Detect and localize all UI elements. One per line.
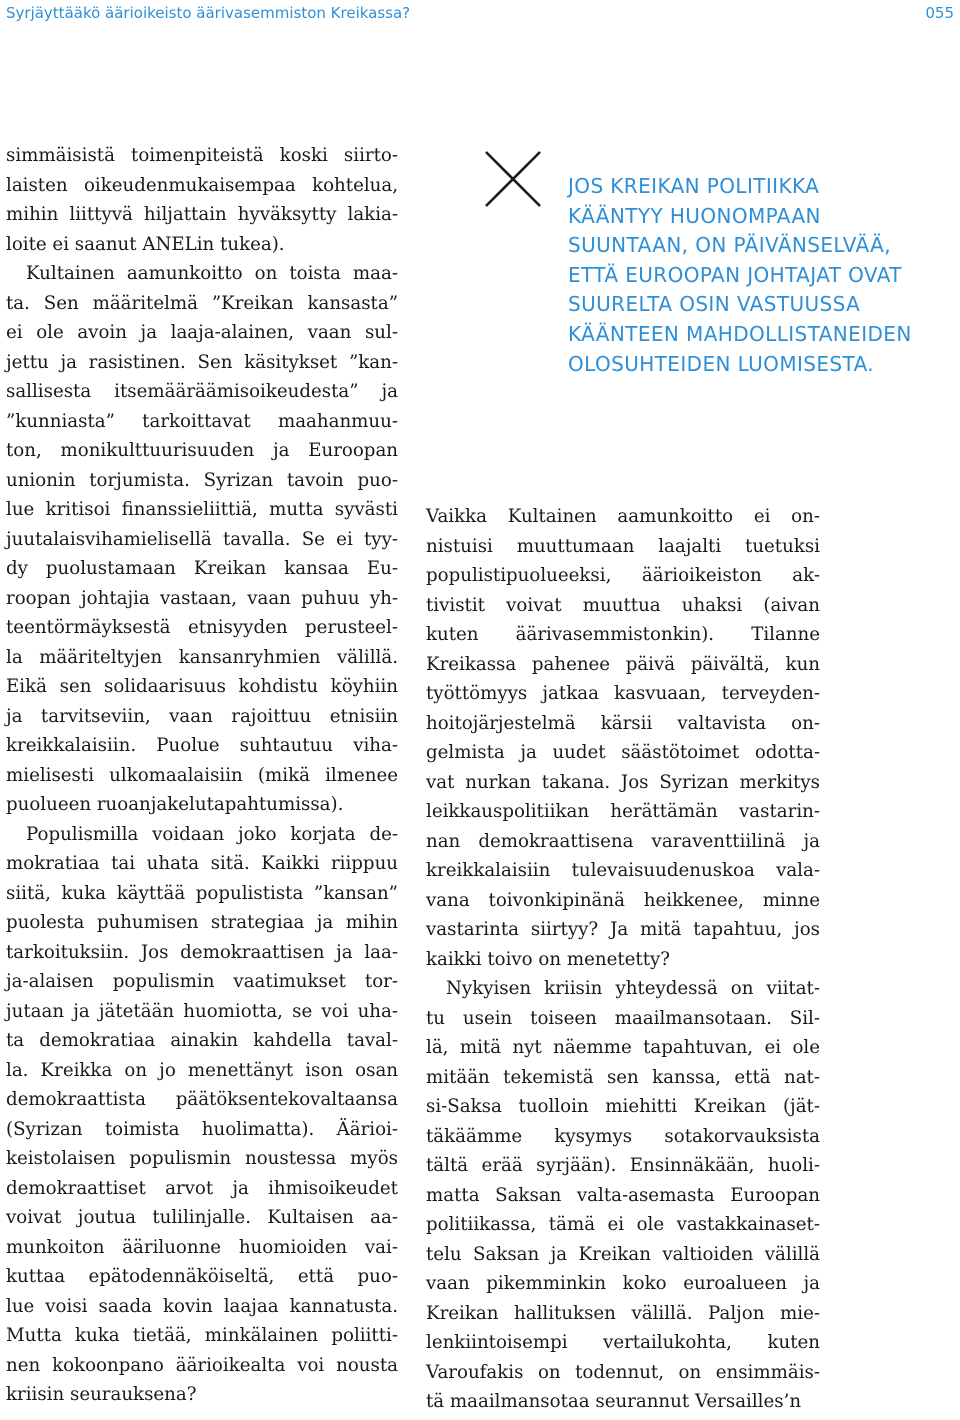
left-column [6, 141, 398, 1410]
body-paragraph [6, 141, 398, 259]
text-line: laisten oikeudenmukaisempaa kohtelua, [6, 174, 398, 196]
text-line: lä, mitä nyt näemme tapahtuvan, ei ole [426, 1037, 820, 1058]
text-line: simmäisistä toimenpiteistä koski siirto- [6, 145, 398, 166]
text-line: voivat joutua tulilinjalle. Kultaisen aa- [6, 1207, 398, 1228]
text-line: vaan pikemminkin koko euroalueen ja [426, 1273, 820, 1294]
text-line: ei ole avoin ja laaja-alainen, vaan sul- [6, 322, 398, 343]
running-title: Syrjäyttääkö äärioikeisto äärivasemmiston Kreikassa? [6, 4, 411, 22]
text-line: ja tarvitseviin, vaan rajoittuu etnisiin [6, 705, 398, 727]
text-line: vastarinta siirtyy? Ja mitä tapahtuu, jos [426, 919, 820, 940]
text-line: demokraattista päätöksentekovaltaansa [6, 1089, 398, 1110]
text-line: Vaikka Kultainen aamunkoitto ei on- [426, 506, 820, 527]
text-line: ta. Sen määritelmä ”Kreikan kansasta” [6, 292, 398, 314]
text-line: hoitojärjestelmä kärsii valtavista on- [426, 712, 820, 734]
text-line: kuttaa epätodennäköiseltä, että puo- [6, 1266, 398, 1287]
text-line: ta demokratiaa ainakin kahdella taval- [6, 1030, 398, 1051]
pull-quote-line: SUUNTAAN, ON PÄIVÄNSELVÄÄ, [568, 233, 892, 258]
pull-quote [568, 172, 948, 379]
text-line: Nykyisen kriisin yhteydessä on viitat- [446, 978, 820, 999]
text-line: tivistit voivat muuttua uhaksi (aivan [426, 594, 820, 616]
text-line: lue voisi saada kovin laajaa kannatusta. [6, 1295, 398, 1317]
text-line: mokratiaa tai uhata sitä. Kaikki riippuu [6, 853, 398, 874]
text-line: keistolaisen populismin noustessa myös [6, 1148, 398, 1169]
pull-quote-line: ETTÄ EUROOPAN JOHTAJAT OVAT [568, 262, 902, 287]
text-line: tältä erää syrjään). Ensinnäkään, huoli- [426, 1155, 820, 1176]
pull-quote-line: OLOSUHTEIDEN LUOMISESTA. [568, 351, 875, 376]
text-line: demokraattiset arvot ja ihmisoikeudet [6, 1177, 398, 1199]
running-head [6, 4, 954, 26]
text-line: puolesta puhumisen strategiaa ja mihin [6, 912, 398, 933]
text-line: (Syrizan toimista huolimatta). Äärioi- [6, 1118, 398, 1140]
text-line: politiikassa, tämä ei ole vastakkainaset- [426, 1214, 820, 1235]
text-line: Eikä sen solidaarisuus kohdistu köyhiin [6, 676, 398, 697]
text-line: juutalaisvihamielisellä tavalla. Se ei tyy- [6, 528, 398, 550]
text-line: jutaan ja jätetään huomiotta, se voi uha- [6, 1000, 398, 1022]
text-line: la. Kreikka on jo menettänyt ison osan [6, 1059, 398, 1081]
pull-quote-line: KÄÄNTYY HUONOMPAAN [568, 203, 821, 228]
text-line: munkoiton ääriluonne huomioiden vai- [6, 1236, 398, 1258]
text-line: Mutta kuka tietää, minkälainen poliitti- [6, 1325, 398, 1346]
text-line: si-Saksa tuolloin miehitti Kreikan (jät- [426, 1096, 820, 1117]
text-line: unionin torjumista. Syrizan tavoin puo- [6, 469, 398, 491]
text-line: ”kunniasta” tarkoittavat maahanmuu- [6, 410, 398, 432]
text-line: la määriteltyjen kansanryhmien välillä. [6, 646, 398, 668]
text-line: siitä, kuka käyttää populistista ”kansan” [6, 882, 398, 904]
text-line: mitään tekemistä sen kanssa, että nat- [426, 1066, 820, 1088]
text-line: täkäämme kysymys sotakorvauksista [426, 1125, 820, 1147]
page-number: 055 [925, 4, 954, 22]
text-line: kriisin seurauksena? [6, 1384, 197, 1405]
text-line: gelmista ja uudet säästötoimet odotta- [426, 742, 820, 763]
text-line: nan demokraattisena varaventtiilinä ja [426, 830, 820, 852]
text-line: lue kritisoi finanssieliittiä, mutta syvästi [6, 499, 398, 520]
text-line: kuten äärivasemmistonkin). Tilanne [426, 624, 820, 645]
text-line: dy puolustamaan Kreikan kansaa Eu- [6, 558, 398, 579]
text-line: mihin liittyvä hiljattain hyväksytty lakia- [6, 204, 398, 225]
text-line: jettu ja rasistinen. Sen käsitykset ”kan- [6, 351, 398, 373]
text-line: loite ei saanut ANELin tukea). [6, 233, 285, 255]
text-line: kaikki toivo on menetetty? [426, 948, 671, 970]
text-line: Kreikan hallituksen välillä. Paljon mie- [426, 1302, 820, 1324]
body-paragraph [426, 502, 820, 974]
text-line: kreikkalaisiin. Puolue suhtautuu viha- [6, 735, 398, 756]
body-paragraph [6, 820, 398, 1410]
text-line: tu usein toiseen maailmansotaan. Sil- [426, 1007, 820, 1029]
text-line: leikkauspolitiikan herättämän vastarin- [426, 801, 820, 822]
text-line: populistipuolueeksi, äärioikeiston ak- [426, 565, 820, 586]
text-line: kreikkalaisiin tulevaisuudenuskoa vala- [426, 860, 820, 881]
text-line: nistuisi muuttumaan laajalti tuetuksi [426, 535, 820, 557]
pull-quote-line: SUURELTA OSIN VASTUUSSA [568, 292, 861, 317]
text-line: lenkiintoisempi vertailukohta, kuten [426, 1332, 820, 1353]
text-line: Varoufakis on todennut, on ensimmäis- [426, 1361, 820, 1383]
text-line: ton, monikulttuurisuuden ja Euroopan [6, 440, 398, 461]
text-line: vana toivonkipinänä heikkenee, minne [426, 889, 820, 911]
text-line: nen kokoonpano äärioikealta voi nousta [6, 1354, 398, 1376]
text-line: telu Saksan ja Kreikan valtioiden välillä [426, 1243, 820, 1265]
x-mark-icon [484, 150, 542, 208]
pull-quote-line: KÄÄNTEEN MAHDOLLISTANEIDEN [568, 321, 912, 346]
text-line: Populismilla voidaan joko korjata de- [26, 823, 398, 845]
text-line: vat nurkan takana. Jos Syrizan merkitys [426, 771, 820, 793]
text-line: Kultainen aamunkoitto on toista maa- [26, 263, 398, 284]
text-line: sallisesta itsemääräämisoikeudesta” ja [6, 381, 398, 402]
right-column [426, 502, 820, 1417]
text-line: ja-alaisen populismin vaatimukset tor- [6, 971, 398, 992]
text-line: tarkoituksiin. Jos demokraattisen ja laa- [6, 941, 398, 963]
text-line: Kreikassa pahenee päivä päivältä, kun [426, 653, 820, 675]
pull-quote-line: JOS KREIKAN POLITIIKKA [568, 174, 820, 198]
text-line: mielisesti ulkomaalaisiin (mikä ilmenee [6, 764, 398, 786]
text-line: puolueen ruoanjakelutapahtumissa). [6, 794, 344, 815]
body-paragraph [426, 974, 820, 1417]
text-line: matta Saksan valta-asemasta Euroopan [426, 1184, 820, 1206]
text-line: tä maailmansotaa seurannut Versailles’n [426, 1391, 802, 1412]
body-paragraph [6, 259, 398, 820]
text-line: teentörmäyksestä etnisyyden perusteel- [6, 617, 398, 638]
text-line: roopan johtajia vastaan, vaan puhuu yh- [6, 587, 398, 609]
text-line: työttömyys jatkaa kasvuaan, terveyden- [426, 683, 820, 704]
